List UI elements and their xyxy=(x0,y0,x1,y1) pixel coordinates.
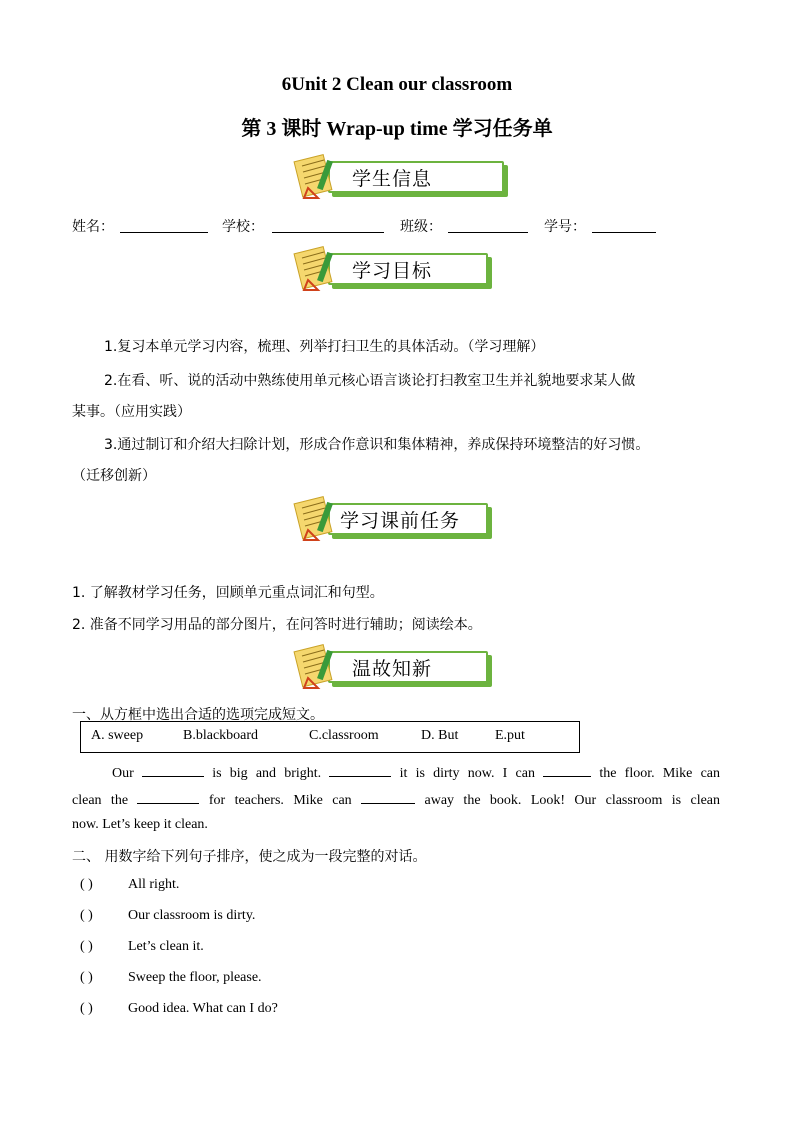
options-box xyxy=(80,721,580,753)
notepad-pencil-icon xyxy=(292,154,342,202)
section-banner-review xyxy=(292,644,508,692)
order-item: ( ) All right. xyxy=(80,877,180,892)
passage-line-1: Our is big and bright. it is dirty now. I can the floor. Mike can xyxy=(112,762,720,782)
objective-2: 2.在看、听、说的活动中熟练使用单元核心语言谈论打扫教室卫生并礼貌地要求某人做 xyxy=(104,373,636,389)
section-title: 学习目标 xyxy=(352,260,433,282)
option-d: D. But xyxy=(421,728,459,743)
section-title: 学生信息 xyxy=(352,168,433,190)
answer-blank[interactable] xyxy=(329,762,391,777)
notepad-pencil-icon xyxy=(292,644,342,692)
school-blank[interactable] xyxy=(272,216,384,233)
order-blank[interactable]: ( ) xyxy=(80,908,93,923)
objective-3-cont: （迁移创新） xyxy=(72,468,156,484)
answer-blank[interactable] xyxy=(137,789,199,804)
document-title: 6Unit 2 Clean our classroom xyxy=(281,74,513,95)
order-item: ( ) Our classroom is dirty. xyxy=(80,908,256,923)
field-school-label: 学校： xyxy=(222,219,264,235)
order-blank[interactable]: ( ) xyxy=(80,877,93,892)
order-blank[interactable]: ( ) xyxy=(80,1001,93,1016)
answer-blank[interactable] xyxy=(543,762,591,777)
order-item: ( ) Let’s clean it. xyxy=(80,939,204,954)
class-blank[interactable] xyxy=(448,216,528,233)
q1-heading: 一、从方框中选出合适的选项完成短文。 xyxy=(72,707,324,723)
answer-blank[interactable] xyxy=(142,762,204,777)
order-item: ( ) Sweep the floor, please. xyxy=(80,970,262,985)
passage-line-2: clean the for teachers. Mike can away the book. Look! Our classroom is clean xyxy=(72,789,720,809)
option-e: E.put xyxy=(495,728,525,743)
order-blank[interactable]: ( ) xyxy=(80,939,93,954)
notepad-pencil-icon xyxy=(292,496,342,544)
section-banner-pre-class xyxy=(292,496,508,544)
task-1: 1. 了解教材学习任务，回顾单元重点词汇和句型。 xyxy=(72,585,384,601)
task-2: 2. 准备不同学习用品的部分图片，在问答时进行辅助；阅读绘本。 xyxy=(72,617,482,633)
objective-3: 3.通过制订和介绍大扫除计划，形成合作意识和集体精神，养成保持环境整洁的好习惯。 xyxy=(104,437,650,453)
section-title: 学习课前任务 xyxy=(340,510,461,532)
passage-line-3: now. Let’s keep it clean. xyxy=(72,817,208,832)
notepad-pencil-icon xyxy=(292,246,342,294)
order-blank[interactable]: ( ) xyxy=(80,970,93,985)
document-subtitle: 第 3 课时 Wrap-up time 学习任务单 xyxy=(241,118,553,140)
objective-2-cont: 某事。（应用实践） xyxy=(72,404,191,420)
section-banner-objectives xyxy=(292,246,508,294)
q2-heading: 二、 用数字给下列句子排序，使之成为一段完整的对话。 xyxy=(72,849,427,865)
name-blank[interactable] xyxy=(120,216,208,233)
field-class-label: 班级： xyxy=(400,219,442,235)
answer-blank[interactable] xyxy=(361,789,415,804)
field-name-label: 姓名： xyxy=(72,219,114,235)
field-number-label: 学号： xyxy=(544,219,586,235)
section-title: 温故知新 xyxy=(352,658,433,680)
section-banner-student-info xyxy=(292,154,508,202)
number-blank[interactable] xyxy=(592,216,656,233)
option-c: C.classroom xyxy=(309,728,379,743)
order-item: ( ) Good idea. What can I do? xyxy=(80,1001,278,1016)
option-a: A. sweep xyxy=(91,728,144,743)
option-b: B.blackboard xyxy=(183,728,259,743)
objective-1: 1.复习本单元学习内容，梳理、列举打扫卫生的具体活动。（学习理解） xyxy=(104,339,545,355)
